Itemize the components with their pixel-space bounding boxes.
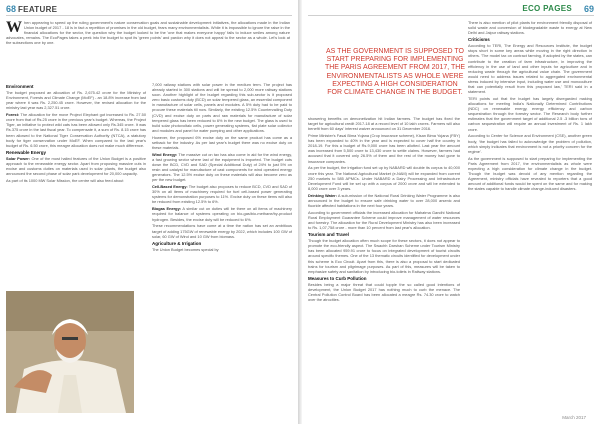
paragraph: Though the budget allocation often much scope for these sectors, it does not appear to promote the eco-friendly aspect. The Swachh Darshan Scheme under Tourism Ministry has been allocated 959.91 crore to focus on integrated development of tourist circuits around specific themes. One of the 13 thematic circuits identified for development under this scheme is Eco Circuit. Apart from this, there is also a proposal to start dedicated trains for tourism and pilgrimage purposes. As part of this, measures will be taken to emphasize safety and sanitation by introducing bio-toilets in Railway stations. — [308, 238, 460, 274]
paragraph: These recommendations have come at a time the nation has set an ambitious target of adding 175GW of renewable energy by 2022, which includes 100 GW of solar, 60 GW of Wind and 10 GW from biomass. — [152, 223, 292, 239]
dropcap: W — [6, 19, 22, 36]
paragraph: showering benefits on demonetization hit Indian farmers. The budget has fixed the target for agricultural credit 2017-18 at a record level of 10 lakh crores. Farmers will also benefit from 60 days' interest waiver announced on 31 December 2016. — [308, 116, 460, 132]
heading-renewable: Renewable Energy — [6, 149, 47, 155]
header-rule — [308, 15, 594, 16]
paragraph: The budget proposed an allocation of Rs. 2,675.42 crore for the Ministry of Environment, Forests and Climate Change (MoEF) - an 18.8% increase from last year where it was Rs. 2,250.45 crore. However, the revised allocation for the ministry last year was 2,327.51 crore. — [6, 90, 146, 111]
heading-tourism: Tourism and Travel — [308, 232, 349, 238]
left-page — [0, 0, 298, 424]
paragraph: Prime Minister's Fasal Bima Yojana (Crop insurance scheme), Kisan Bima Yojana (FBY) has been expanded to 40% in the year and is expected to cover half the country in 2018-19. For this a budget of Rs.9,000 crore has been allotted. Last year the amount was increased from 5,500 crore to 13,430 crore to settle claims. However, farmers had accused that it covered only 26.5% of them and the rest of the money had gone to insurance companies. — [308, 133, 460, 164]
page-number: 68 — [6, 4, 17, 14]
heading-agriculture: Agriculture & Irrigation — [152, 240, 202, 246]
paragraph: Besides being a major threat that could topple the so called good intentions of development, the Union Budget 2017 has nothing much to curb the menace. The Central Pollution Control Board has been allocated a meagre Rs. 74.30 crore to watch over the atrocities. — [308, 281, 460, 303]
right-column-1 — [308, 116, 460, 304]
paragraph: TERI points out that the budget has largely disregarded making allocations for meeting India's Nationally Determined Contributions (NDC) on renewable energy, energy efficiency and carbon sequestration through the forestry sector. The Research body further estimates that the government target of additional 2.5 -3 billion tons of carbon sequestration will require an annual investment of Rs. 1 lakh crore. — [468, 96, 592, 132]
left-column-1 — [6, 82, 146, 185]
paragraph: Forest: The allocation for the move Project Elephant got increased to Rs. 27.50 crore from that of Rs.25 crore in the previous year's budget. Whereas, the Project Tiger, an initiative to protect wild cats has been allowed only Rs.345 crore. It was Rs.375 crore in the last fiscal year. To compensate it, a sum of Rs. 8.15 crore has been allowed to the National Tiger Conservation Authority (NTCA), a statutory body for tiger conservation under MoEF. When compared to the last year's budget of Rs. 6.50 crore, this meagre allocation does not make much difference. — [6, 112, 147, 148]
right-column-2 — [468, 20, 592, 193]
paragraph: According to Center for Science and Environment (CSE), another green body, 'the budget has failed to acknowledge the problem of pollution, which simply indicates that environment is not a priority concern for the regime'. — [468, 133, 592, 154]
intro-paragraph — [6, 20, 290, 45]
paragraph: The Union Budget becomes special by — [152, 246, 219, 252]
page-number: 69 — [583, 4, 594, 14]
paragraph: As the government is supposed to start preparing for implementing the Paris Agreement from 2017, the environmentalists as whole were expecting a high consideration for climate change in the budget. Though the budget was devoid of any mention regarding the Agreement, ministry officials have revealed to reporters that a good amount of additional funds would be spent on the same and for making the states capable to handle climate change-induced disasters. — [468, 155, 592, 192]
section-label: FEATURE — [18, 5, 58, 14]
paragraph: As part of its 1000 MW Solar Mission, the centre will also feed about — [6, 178, 124, 183]
magazine-logo: ECO PAGES — [522, 4, 572, 13]
left-column-2 — [152, 82, 292, 254]
pull-quote: AS THE GOVERNMENT IS SUPPOSED TO START PREPARING FOR IMPLEMENTING THE PARIS AGREEMENT FROM 2017, THE ENVIRONMENTALISTS AS WHOLE WERE EXPECTING A HIGH CONSIDERATION FOR CLIMATE CHANGE IN THE BUDGET. — [324, 48, 466, 97]
paragraph: 7,000 railway stations with solar power in the medium term. The project has already started in 300 stations and will be spread to 2,000 more railway stations soon. Another highlight of the budget regarding this sub-sector is it proposed zero basic customs duty (BCD) on solar tempered glass, an essential component in manufacture of solar cells, panels and modules. A 5% duty had to be paid to procure these materials till now. Similarly, the existing 12.5% Countervailing Duty (CVD) and excise duty on parts and raw materials for manufacture of solar tempered glass has been reduced to 6% in the new budget. The glass is used to build solar photovoltaic cells, power generating systems, flat plate solar collector and modules and panel for water pumping and other applications. — [152, 82, 292, 133]
paragraph: Solar Power: One of the most hailed features of the Union Budget is a positive approach to the renewable energy sector. Apart from proposing massive cuts in excise and customs duties on materials used in solar plants, the budget also announced the second phase of solar park development for 20,000 capacity. — [6, 155, 146, 177]
heading-pollution: Measures to Curb Pollution — [308, 275, 367, 281]
paragraph: Drinking Water: A sub-mission of the National Rural Drinking Water Programme is also announced in the budget to ensure safe drinking water to over 28,000 arsenic and fluoride affected habitations in the next four years. — [308, 192, 460, 208]
paragraph: According to government officials the increased allocation for Mahatma Gandhi National Rural Employment Guarantee Scheme could improve management of water resources and forestry. The allocation for the Rural Development Ministry has also been increased to Rs. 1,07,758 crore - more than 10 percent from last year's allocation. — [308, 209, 460, 231]
paragraph: According to TERI, The Energy and Resources Institute, the budget stops short in some key areas while moving in the right direction in others. 'The model tax on contract farming, if adopted by the states, can contribute to the creation of farm infrastructure, in improving the efficiency in the use of land and other inputs for agriculture and in reducing waste through the agricultural value chain. The government would need to address issues related to aggregated environmental stress induced by intensive input, including water use and monoculture that can potentially result from this proposed law,' TERI said in a statement. — [468, 43, 592, 95]
paragraph: Biogas Energy: A similar cut on duties will be there on all items of machinery required for balance of systems operating on bio-gas/bio-methane/by-product hydrogen. Besides, the excise duty will be reduced to 6%. — [152, 206, 292, 222]
heading-criticisms: Criticisms — [468, 37, 490, 43]
politician-photo — [6, 291, 134, 413]
header-rule — [6, 15, 292, 16]
intro-text: hen appearing to speed up the ruling government's nature conservation goals and sustainable development initiatives, the allocations made in the Indian Union budget of 2017 - 18 is in fact a repetition of promises in the old budget, fears many environmentalists. While it is impossible to ignore the raise in the financial allocations for the sector, the question why the budget looked to be the 'one that makes everyone happy' fails to induce smiles among nature advocates, remains. The EcoPages takes a peek into the budget to spot its 'green points' and pardon why it does not appeal to the sector as a whole. Let's look at the subsections one by one. — [6, 20, 290, 46]
paragraph: Cell-Based Energy: The budget also proposes to reduce BCD, CVD and SAD of 30% on all items of machinery required for fuel cell-based power generating systems for demonstration purposes to 11%. Excise duty on these items will also be reduced from existing 12.5% to 6%. — [152, 184, 293, 205]
paragraph: As per the budget, the irrigation fund set up by NABARD will double its corpus to 40,000 crore this year. The National Agricultural Market (e-NAM) will be expanded from current 250 markets to 585 APMCs. Under NABARD a Dairy Processing and Infrastructure Development Fund will be set up with a corpus of 2000 crore and will be extended to 8,000 crore over 3 years. — [308, 165, 460, 191]
issue-date: March 2017 — [562, 415, 586, 420]
paragraph: However, the proposed 6% excise duty on the same product has come as a setback for the industry. As per last year's budget there was no excise duty on these materials. — [152, 134, 292, 150]
paragraph: There is also mention of pilot plants for environment friendly disposal of solid waste and conversion of biodegradable waste to energy at New Delhi and Jaipur railway stations. — [468, 20, 592, 36]
heading-environment: Environment — [6, 84, 34, 89]
paragraph: Wind Energy: The massive cut on tax has also come in aid for the wind energy, a fast growing sector where last of the equipment is imported. The budget cuts down the BCD, CVD and SAD (Special Additional Duty) of 24% to just 5% on resin and catalyst for manufacture of cast components for wind operated energy generators. The 12.5% excise duty on these materials will also become zero as per the new budget. — [152, 151, 292, 183]
right-page — [302, 0, 600, 424]
